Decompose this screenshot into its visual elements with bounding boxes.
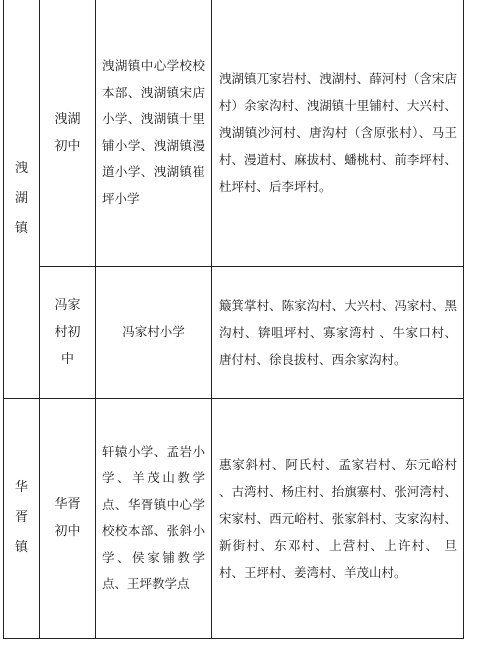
primary-schools-cell <box>96 398 212 638</box>
villages-cell <box>212 398 464 638</box>
middle-school-name: 洩湖初中 <box>54 111 81 154</box>
villages-text: 惠家斜村、阿氏村、孟家岩村、东元峪村 、古湾村、杨庄村、抬旗寨村、张河湾村、宋家村、西元峪村、张家斜村、支家沟村、新街村、东邓村、上营村、上许村、 旦村、王坪村、姜湾村、羊茂山村。 <box>219 456 457 580</box>
villages-cell <box>212 0 464 266</box>
middle-school-cell <box>40 398 96 638</box>
primary-schools-text: 冯家村小学 <box>122 324 185 339</box>
school-zone-table <box>3 0 464 639</box>
middle-school-cell <box>40 266 96 398</box>
villages-text: 洩湖镇兀家岩村、洩湖村、薛河村（含宋店村）余家沟村、洩湖镇十里铺村、大兴村、洩湖镇沙河村、唐沟村（含原张村）、马王村、漫道村、麻拔村、蟠桃村、前李坪村、杜坪村、后李坪村。 <box>219 71 457 195</box>
primary-schools-text: 洩湖镇中心学校校本部、洩湖镇宋店小学、洩湖镇十里铺小学、洩湖镇漫道小学、洩湖镇崔坪小学 <box>102 58 205 206</box>
table-row <box>4 266 464 398</box>
town-cell <box>4 398 40 638</box>
town-cell <box>4 0 40 398</box>
middle-school-name: 冯家村初中 <box>54 297 81 367</box>
middle-school-cell <box>40 0 96 266</box>
town-name: 洩湖镇 <box>14 160 28 236</box>
primary-schools-text: 轩辕小学、孟岩小学、羊茂山教学点、华胥镇中心学校校本部、张斜小学、侯家铺教学点、王坪教学点 <box>102 443 205 591</box>
villages-text: 簸箕掌村、陈家沟村、大兴村、冯家村、黑沟村、锛咀坪村、寡家湾村 、牛家口村、唐付村、徐良拔村、西余家沟村。 <box>219 297 457 367</box>
primary-schools-cell <box>96 0 212 266</box>
middle-school-name: 华胥初中 <box>54 497 81 539</box>
table-row <box>4 398 464 638</box>
table-row <box>4 0 464 266</box>
town-name: 华胥镇 <box>14 480 28 555</box>
primary-schools-cell <box>96 266 212 398</box>
villages-cell <box>212 266 464 398</box>
